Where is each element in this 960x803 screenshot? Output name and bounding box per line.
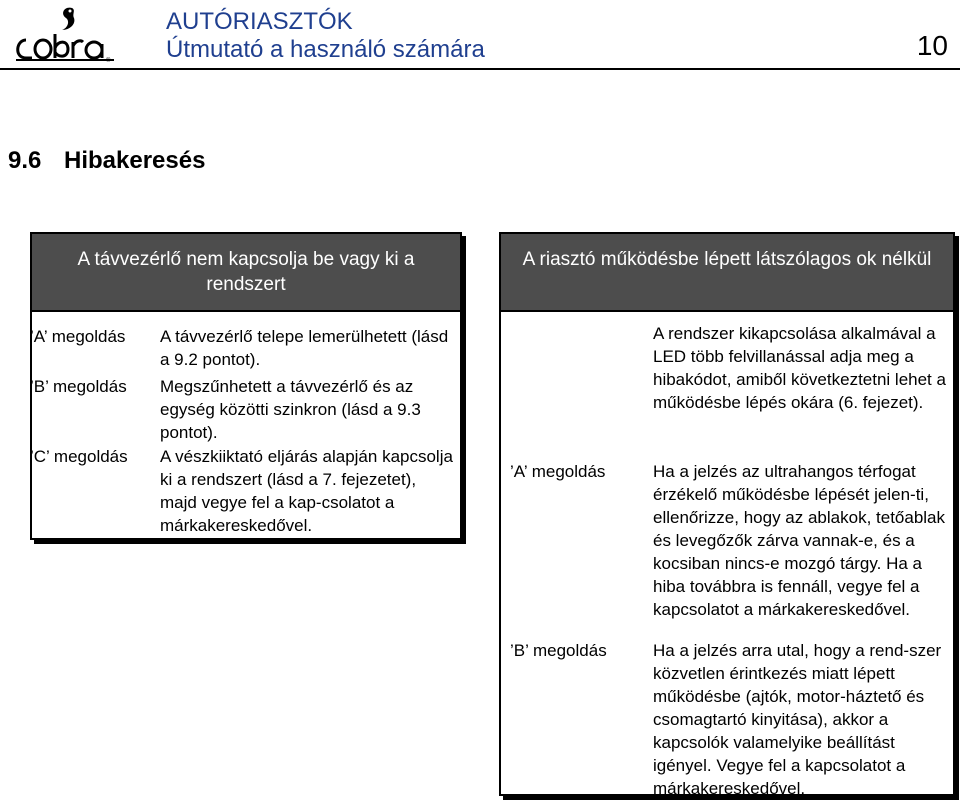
right-row-a-text: Ha a jelzés az ultrahangos térfogat érzékelő működésbe lépését jelen-ti, ellenőrizze, hogy az ablakok, tetőablak és levegőzők zárva vannak-e, és a kocsiban nincs-e mozgó tárgy. Ha a hiba továbbra is fennáll, vegye fel a kapcsolatot a márkakereskedővel.: [653, 462, 946, 619]
left-row-c-text: A vészkiiktató eljárás alapján kapcsolja ki a rendszert (lásd a 7. fejezetet), majd vegye fel a kap-csolatot a márkakereskedővel.: [160, 447, 453, 535]
left-row-b-text: Megszűnhetett a távvezérlő és az egység közötti szinkron (lásd a 9.3 pontot).: [160, 377, 421, 442]
page-number: 10: [916, 30, 948, 61]
right-row-b-label: ’B’ megoldás: [510, 641, 607, 660]
right-troubleshoot-table: [499, 232, 955, 796]
section-number: 9.6: [8, 147, 42, 174]
right-intro-text: A rendszer kikapcsolása alkalmával a LED több felvillanással adja meg a hibakódot, amiből következtetni lehet a működésbe lépés okára (6. fejezet).: [653, 324, 946, 412]
left-table-heading: A távvezérlő nem kapcsolja be vagy ki a rendszert: [32, 234, 460, 312]
left-row-a-text: A távvezérlő telepe lemerülhetett (lásd a 9.2 pontot).: [160, 327, 449, 369]
left-row-a-label: ’A’ megoldás: [30, 327, 126, 346]
cobra-logo: [10, 4, 120, 64]
left-row-b-label: ’B’ megoldás: [30, 377, 127, 396]
section-title: Hibakeresés: [64, 147, 206, 174]
right-row-b-text: Ha a jelzés arra utal, hogy a rend-szer közvetlen érintkezés miatt lépett működésbe (ajtók, motor-háztető és csomagtartó kinyitása), akkor a kapcsolók valamelyike beállítást igényel. Vegye fel a kapcsolatot a márkakereskedővel.: [653, 641, 942, 798]
right-table-heading: A riasztó működésbe lépett látszólagos ok nélkül: [501, 234, 953, 312]
header-rule: [0, 68, 960, 70]
document-subtitle: Útmutató a használó számára: [166, 36, 485, 63]
document-title: AUTÓRIASZTÓK: [166, 8, 353, 35]
svg-text:®: ®: [106, 58, 111, 64]
left-row-c-label: ’C’ megoldás: [30, 447, 128, 466]
left-troubleshoot-table: [30, 232, 462, 540]
right-row-a-label: ’A’ megoldás: [510, 462, 606, 481]
section-heading: [8, 147, 205, 175]
